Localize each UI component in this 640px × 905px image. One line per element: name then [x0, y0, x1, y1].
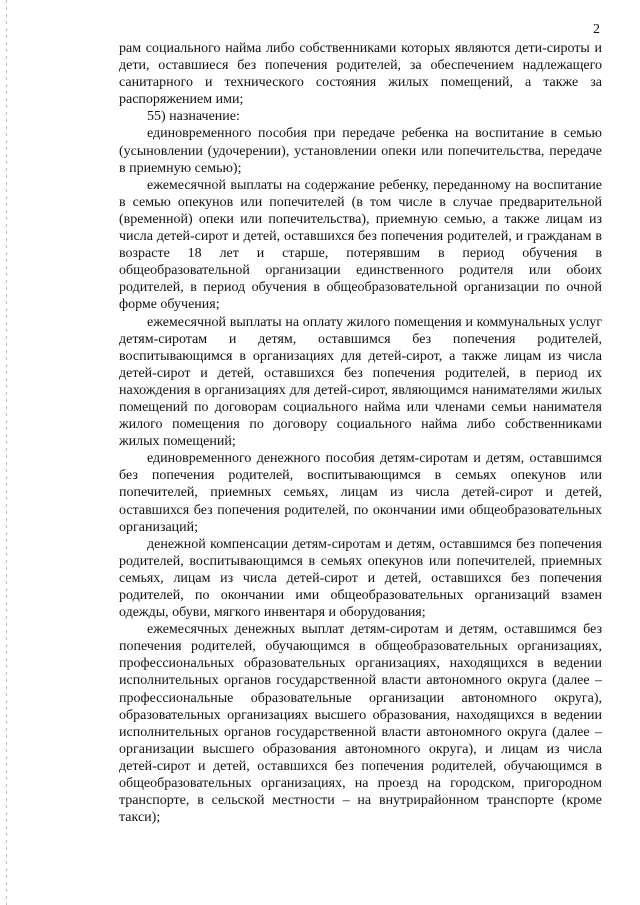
paragraph: ежемесячных денежных выплат детям-сиротам и детям, оставшимся без попечения родителей, обучающимся в общеобразовательных организациях, профессиональных образовательных организациях, находящихся в ведении исполнительных органов государственной власти автономного округа (далее – профессиональные образовательные организации автономного округа), образовательных организациях высшего образования, находящихся в ведении исполнительных органов государственной власти автономного округа (далее – организации высшего образования автономного округа), и лицам из числа детей-сирот и детей, оставшихся без попечения родителей, обучающимся в общеобразовательных организациях, на проезд на городском, пригородном транспорте, в сельской местности – на внутрирайонном транспорте (кроме такси);: [119, 622, 602, 826]
paragraph: ежемесячной выплаты на содержание ребенку, переданному на воспитание в семью опекунов или попечителей (в том числе в случае предварительной (временной) опеки или попечительства), приемную семью, а также лицам из числа детей-сирот и детей, оставшихся без попечения родителей, и гражданам в возрасте 18 лет и старше, потерявшим в период обучения в общеобразовательной организации единственного родителя или обоих родителей, в период обучения в общеобразовательной организации по очной форме обучения;: [119, 177, 602, 313]
paragraph: денежной компенсации детям-сиротам и детям, оставшимся без попечения родителей, воспитывающимся в семьях опекунов или попечителей, приемных семьях, лицам из числа детей-сирот и детей, оставшихся без попечения родителей, по окончании ими общеобразовательных организаций взамен одежды, обуви, мягкого инвентаря и оборудования;: [119, 536, 602, 621]
page-number: 2: [593, 22, 600, 37]
paragraph-continuation: рам социального найма либо собственниками которых являются дети-сироты и дети, оставшиеся без попечения родителей, за обеспечением надлежащего санитарного и технического состояния жилых помещений, а также за распоряжением ими;: [119, 41, 602, 108]
paragraph-item-heading: 55) назначение:: [147, 109, 240, 125]
document-body: [119, 40, 602, 826]
paragraph: единовременного пособия при передаче ребенка на воспитание в семью (усыновлении (удочерении), установлении опеки или попечительства, передаче в приемную семью);: [119, 126, 602, 176]
paragraph: ежемесячной выплаты на оплату жилого помещения и коммунальных услуг детям-сиротам и детям, оставшимся без попечения родителей, воспитывающимся в организациях для детей-сирот, а также лицам из числа детей-сирот и детей, оставшихся без попечения родителей, в период их нахождения в организациях для детей-сирот, являющимся нанимателями жилых помещений по договорам социального найма или членами семьи нанимателя жилого помещения по договору социального найма либо собственниками жилых помещений;: [119, 314, 602, 450]
page-edge-mark: [6, 0, 7, 905]
paragraph: единовременного денежного пособия детям-сиротам и детям, оставшимся без попечения родителей, воспитывающимся в семьях опекунов или попечителей, приемных семьях, лицам из числа детей-сирот и детей, оставшихся без попечения родителей, по окончании ими общеобразовательных организаций;: [119, 451, 602, 535]
